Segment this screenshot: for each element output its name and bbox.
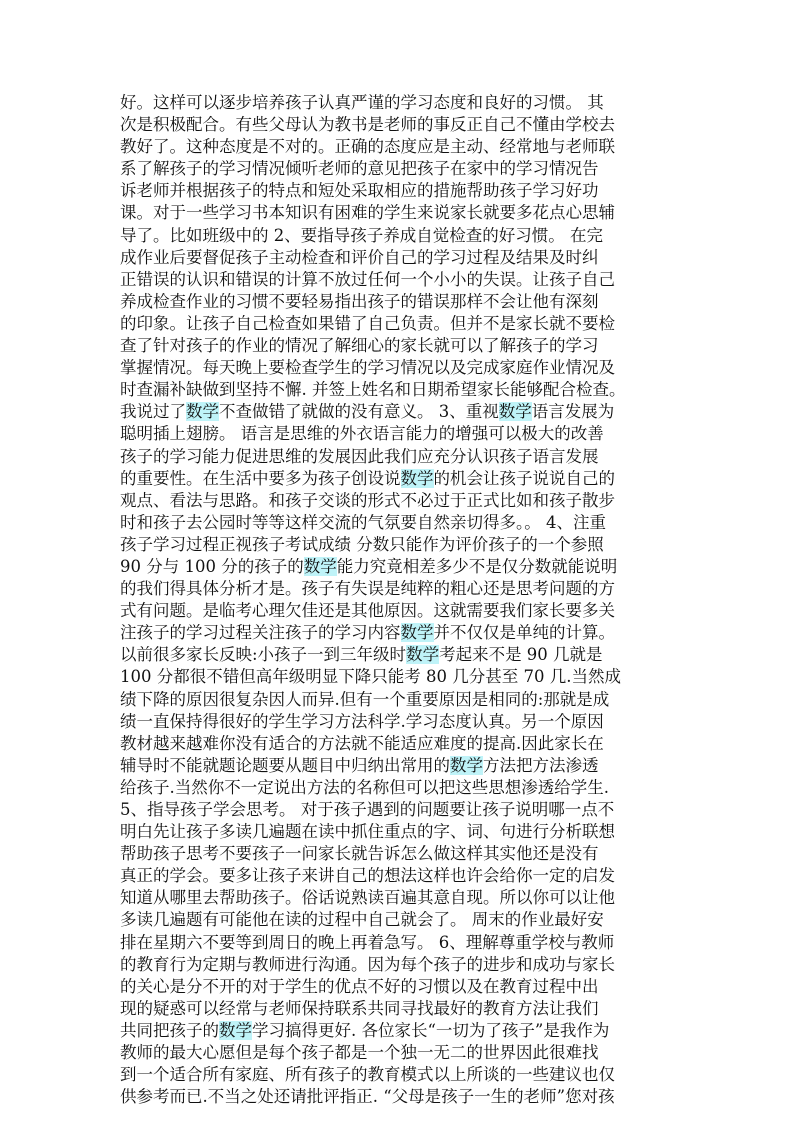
text-line: 成作业后要督促孩子主动检查和评价自己的学习过程及结果及时纠	[120, 247, 599, 267]
text-line: 到一个适合所有家庭、所有孩子的教育模式以上所谈的一些建议也仅	[120, 1065, 615, 1085]
text-line: 注孩子的学习过程关注孩子的学习内容数学并不仅仅是单纯的计算。	[120, 623, 615, 643]
text-line: 真正的学会。要多让孩子来讲自己的想法这样也许会给你一定的启发	[120, 866, 615, 886]
search-highlight: 数学	[400, 623, 434, 643]
text-line: 绩一直保持得很好的学生学习方法科学.学习态度认真。另一个原因	[120, 711, 604, 731]
text-line: 5、指导孩子学会思考。 对于孩子遇到的问题要让孩子说明哪一点不	[120, 800, 615, 819]
search-highlight: 数学	[406, 645, 440, 665]
text-line: 共同把孩子的数学学习搞得更好. 各位家长“一切为了孩子”是我作为	[120, 1020, 610, 1040]
text-line: 我说过了数学不查做错了就做的没有意义。 3、重视数学语言发展为	[120, 402, 615, 422]
text-line: 100 分都很不错但高年级明显下降只能考 80 几分甚至 70 几.当然成	[120, 667, 621, 687]
text-line: 的重要性。在生活中要多为孩子创设说数学的机会让孩子说说自己的	[120, 468, 615, 488]
text-line: 导了。比如班级中的 2、要指导孩子养成自觉检查的好习惯。 在完	[120, 225, 603, 245]
search-highlight: 数学	[400, 468, 434, 488]
text-line: 绩下降的原因很复杂因人而异.但有一个重要原因是相同的:那就是成	[120, 689, 610, 709]
text-line: 知道从哪里去帮助孩子。俗话说熟读百遍其意自现。所以你可以让他	[120, 888, 615, 908]
text-line: 帮助孩子思考不要孩子一问家长就告诉怎么做这样其实他还是没有	[120, 844, 599, 864]
search-highlight: 数学	[219, 1020, 252, 1040]
text-line: 聪明插上翅膀。 语言是思维的外衣语言能力的增强可以极大的改善	[120, 424, 604, 444]
text-line: 养成检查作业的习惯不要轻易指出孩子的错误那样不会让他有深刻	[120, 291, 599, 311]
text-line: 时查漏补缺做到坚持不懈. 并签上姓名和日期希望家长能够配合检查。	[120, 380, 626, 400]
text-line: 90 分与 100 分的孩子的数学能力究竟相差多少不是仅分数就能说明	[120, 556, 618, 576]
text-line: 教好了。这种态度是不对的。正确的态度应是主动、经常地与老师联	[120, 137, 615, 157]
text-line: 孩子的学习能力促进思维的发展因此我们应充分认识孩子语言发展	[120, 446, 599, 466]
text-line: 次是积极配合。有些父母认为教书是老师的事反正自己不懂由学校去	[120, 115, 615, 135]
text-line: 多读几遍题有可能他在读的过程中自己就会了。 周末的作业最好安	[120, 910, 604, 930]
text-line: 好。这样可以逐步培养孩子认真严谨的学习态度和良好的习惯。 其	[120, 93, 604, 112]
document-body	[120, 92, 682, 1108]
text-line: 查了针对孩子的作业的情况了解细心的家长就可以了解孩子的学习	[120, 336, 599, 356]
text-line: 诉老师并根据孩子的特点和短处采取相应的措施帮助孩子学习好功	[120, 181, 599, 201]
text-line: 系了解孩子的学习情况倾听老师的意见把孩子在家中的学习情况告	[120, 159, 599, 179]
text-line: 正错误的认识和错误的计算不放过任何一个小小的失误。让孩子自己	[120, 269, 615, 289]
text-line: 时和孩子去公园时等等这样交流的气氛要自然亲切得多。。 4、注重	[120, 512, 606, 532]
text-line: 观点、看法与思路。和孩子交谈的形式不必过于正式比如和孩子散步	[120, 490, 615, 510]
text-line: 教材越来越难你没有适合的方法就不能适应难度的提高.因此家长在	[120, 733, 604, 753]
text-line: 现的疑惑可以经常与老师保持联系共同寻找最好的教育方法让我们	[120, 998, 599, 1018]
text-line: 明白先让孩子多读几遍题在读中抓住重点的字、词、句进行分析联想	[120, 822, 615, 842]
search-highlight: 数学	[498, 402, 532, 422]
text-line: 的印象。让孩子自己检查如果错了自己负责。但并不是家长就不要检	[120, 313, 615, 333]
text-line: 掌握情况。每天晚上要检查学生的学习情况以及完成家庭作业情况及	[120, 358, 615, 378]
text-line: 教师的最大心愿但是每个孩子都是一个独一无二的世界因此很难找	[120, 1043, 599, 1063]
text-line: 给孩子.当然你不一定说出方法的名称但可以把这些思想渗透给学生.	[120, 777, 609, 797]
search-highlight: 数学	[303, 556, 337, 576]
text-line: 辅导时不能就题论题要从题目中归纳出常用的数学方法把方法渗透	[120, 755, 599, 775]
text-line: 以前很多家长反映:小孩子一到三年级时数学考起来不是 90 几就是	[120, 645, 603, 665]
text-line: 式有问题。是临考心理欠佳还是其他原因。这就需要我们家长要多关	[120, 601, 615, 621]
search-highlight: 数学	[186, 402, 219, 422]
text-line: 的教育行为定期与教师进行沟通。因为每个孩子的进步和成功与家长	[120, 954, 615, 974]
text-line: 排在星期六不要等到周日的晚上再着急写。 6、理解尊重学校与教师	[120, 932, 615, 952]
search-highlight: 数学	[450, 755, 483, 775]
text-line: 供参考而已.不当之处还请批评指正. “父母是孩子一生的老师”您对孩	[120, 1087, 615, 1107]
text-line: 的我们得具体分析才是。孩子有失误是纯粹的粗心还是思考问题的方	[120, 579, 615, 599]
text-line: 孩子学习过程正视孩子考试成绩 分数只能作为评价孩子的一个参照	[120, 534, 604, 554]
text-line: 的关心是分不开的对于学生的优点不好的习惯以及在教育过程中出	[120, 976, 599, 996]
text-line: 课。对于一些学习书本知识有困难的学生来说家长就要多花点心思辅	[120, 203, 615, 223]
